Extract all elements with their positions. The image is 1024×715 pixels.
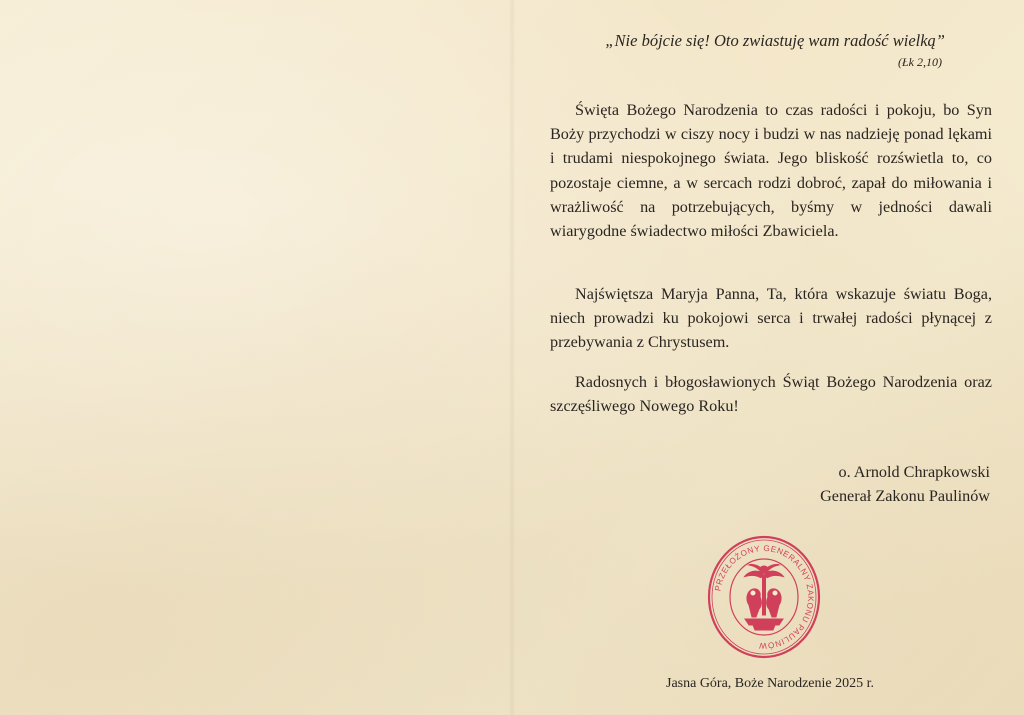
paragraph-1: Święta Bożego Narodzenia to czas radości i pokoju, bo Syn Boży przychodzi w ciszy nocy i budzi w nas nadzieję ponad lękami i trudami niespokojnego świata. Jego bliskość rozświetla to, co pozostaje ciemne, a w sercach rodzi dobroć, zapał do miłowania i wrażliwość na potrzebujących, byśmy w jedności dawali wiarygodne świadectwo miłości Zbawiciela. xyxy=(550,101,992,241)
official-seal-icon xyxy=(705,533,823,661)
page-fold xyxy=(509,0,515,715)
epigraph-quote: „Nie bójcie się! Oto zwiastuję wam radość wielką” xyxy=(605,31,945,50)
signature-name: o. Arnold Chrapkowski xyxy=(838,463,990,481)
paragraph-2: Najświętsza Maryja Panna, Ta, która wskazuje światu Boga, niech prowadzi ku pokojowi serca i trwałej radości płynącej z przebywania z Chrystusem. xyxy=(550,285,992,352)
signature-title: Generał Zakonu Paulinów xyxy=(820,487,990,505)
paragraph-3: Radosnych i błogosławionych Świąt Bożego Narodzenia oraz szczęśliwego Nowego Roku! xyxy=(550,373,992,416)
place-and-date: Jasna Góra, Boże Narodzenie 2025 r. xyxy=(666,676,874,691)
seal-inscription: PRZEŁOŻONY GENERALNY ZAKONU PAULINÓW xyxy=(713,543,816,651)
epigraph-reference: (Łk 2,10) xyxy=(898,55,942,69)
